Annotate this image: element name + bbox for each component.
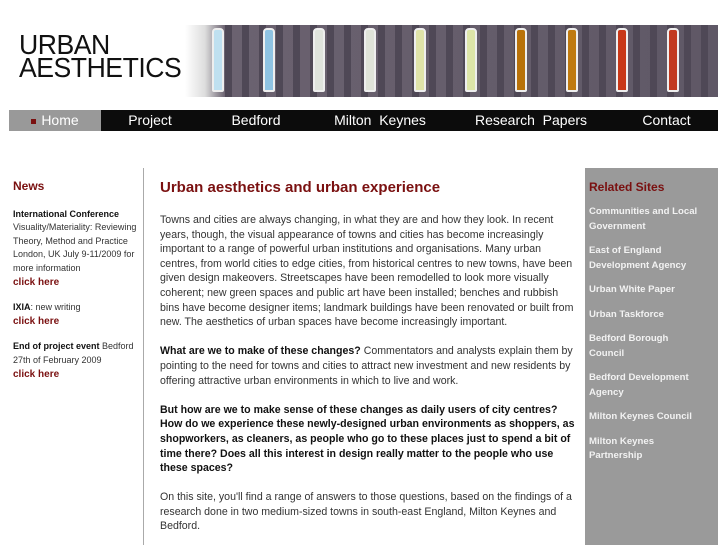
main-nav [9, 110, 718, 131]
facade-stripe [582, 25, 589, 97]
related-sites-sidebar [585, 168, 718, 545]
related-link-communities[interactable]: Communities and Local Government [589, 206, 698, 232]
facade-stripe [446, 25, 453, 97]
related-sites-heading: Related Sites [589, 180, 665, 194]
questions-paragraph [160, 403, 576, 476]
site-logo[interactable] [19, 29, 182, 83]
facade-stripe [276, 25, 283, 97]
news-sidebar [13, 180, 141, 393]
facade-window [616, 28, 628, 92]
header-banner-image [185, 25, 718, 97]
nav-research-papers[interactable]: Research Papers [474, 112, 588, 128]
nav-milton-keynes[interactable]: Milton Keynes [334, 112, 426, 128]
related-link-urban-white-paper[interactable]: Urban White Paper [589, 284, 675, 295]
active-bullet-icon [31, 119, 36, 124]
main-content [160, 178, 576, 549]
changes-question: What are we to make of these changes? [160, 345, 361, 358]
nav-home-label: Home [41, 112, 79, 128]
facade-stripe [684, 25, 691, 97]
news-item-title: International Conference [13, 208, 120, 219]
site-paragraph: On this site, you'll find a range of answers to those questions, based on the findings of a research done in two medium-sized towns in south-east England, Milton Keynes and Bedford. [160, 491, 572, 533]
facade-window [212, 28, 224, 92]
news-heading: News [13, 179, 45, 193]
related-link-urban-taskforce[interactable]: Urban Taskforce [589, 308, 664, 320]
facade-stripe [497, 25, 504, 97]
news-item [13, 340, 141, 381]
related-link-bedford-development[interactable]: Bedford Development Agency [589, 372, 689, 398]
logo-line-2: AESTHETICS [19, 52, 182, 83]
intro-paragraph: Towns and cities are always changing, in what they are and how they look. In recent years, though, the visual appearance of towns and cities has become increasingly important to a range of powerful urban institutions and organisations. Many urban centres, from world cities to edge cities, from historical centres to new towns, have been given design makeovers. Streetscapes have been remodelled to look more visually coherent; new green spaces and public art have been installed; benches and rubbish bins have become designer items; landmark buildings have been renovated or built from new. The aesthetics of urban spaces have become increasingly important. [160, 214, 574, 329]
news-click-here-link[interactable]: click here [13, 315, 60, 327]
nav-bedford[interactable]: Bedford [231, 112, 281, 128]
news-item-title: IXIA [13, 302, 31, 313]
news-item-text: Visuality/Materiality: Reviewing Theory, Method and Practice London, UK July 9-11/2009 for more information [13, 222, 137, 273]
facade-stripe [701, 25, 708, 97]
facade-stripe [327, 25, 334, 97]
facade-stripe [599, 25, 606, 97]
facade-window [566, 28, 578, 92]
facade-stripe [395, 25, 402, 97]
facade-stripe [429, 25, 436, 97]
related-link-bedford-borough[interactable]: Bedford Borough Council [589, 333, 669, 359]
facade-window [263, 28, 275, 92]
related-link-mk-council[interactable]: Milton Keynes Council [589, 411, 692, 422]
news-item [13, 301, 141, 328]
nav-home[interactable] [9, 110, 101, 131]
changes-text: Commentators and analysts explain them by pointing to the need for towns and cities to attract new investment and new residents by offering attractive urban environments in which to live and work. [160, 345, 573, 387]
facade-stripe [225, 25, 232, 97]
facade-stripe [480, 25, 487, 97]
news-item-text: Bedford 27th of February 2009 [13, 341, 134, 365]
news-click-here-link[interactable]: click here [13, 276, 60, 288]
facade-window [414, 28, 426, 92]
nav-contact[interactable]: Contact [642, 112, 691, 128]
facade-stripe [531, 25, 538, 97]
facade-stripe [650, 25, 657, 97]
facade-window [667, 28, 679, 92]
facade-stripe [242, 25, 249, 97]
news-click-here-link[interactable]: click here [13, 368, 60, 380]
logo-line-1: URBAN [19, 29, 110, 60]
news-item [13, 208, 141, 290]
facade-window [465, 28, 477, 92]
facade-stripe [633, 25, 640, 97]
related-link-mk-partnership[interactable]: Milton Keynes Partnership [589, 435, 655, 461]
questions-text: But how are we to make sense of these changes as daily users of city centres? How do we experience these newly-designed urban environments as shoppers, as shopworkers, as cleaners, as people who go to these places just to spend a bit of time there? Does all this interest in design really matter to the people who use these spaces? [160, 403, 575, 475]
facade-stripe [293, 25, 300, 97]
facade-stripe [548, 25, 555, 97]
facade-window [313, 28, 325, 92]
column-divider [143, 168, 144, 545]
facade-window [515, 28, 527, 92]
facade-stripe [378, 25, 385, 97]
related-link-eeda[interactable]: East of England Development Agency [589, 245, 687, 271]
facade-stripe [344, 25, 351, 97]
news-item-title: End of project event [13, 341, 100, 352]
page-title: Urban aesthetics and urban experience [160, 179, 441, 196]
facade-window [364, 28, 376, 92]
changes-paragraph [160, 344, 576, 388]
news-item-text: : new writing [30, 302, 81, 313]
nav-project[interactable]: Project [128, 112, 172, 128]
